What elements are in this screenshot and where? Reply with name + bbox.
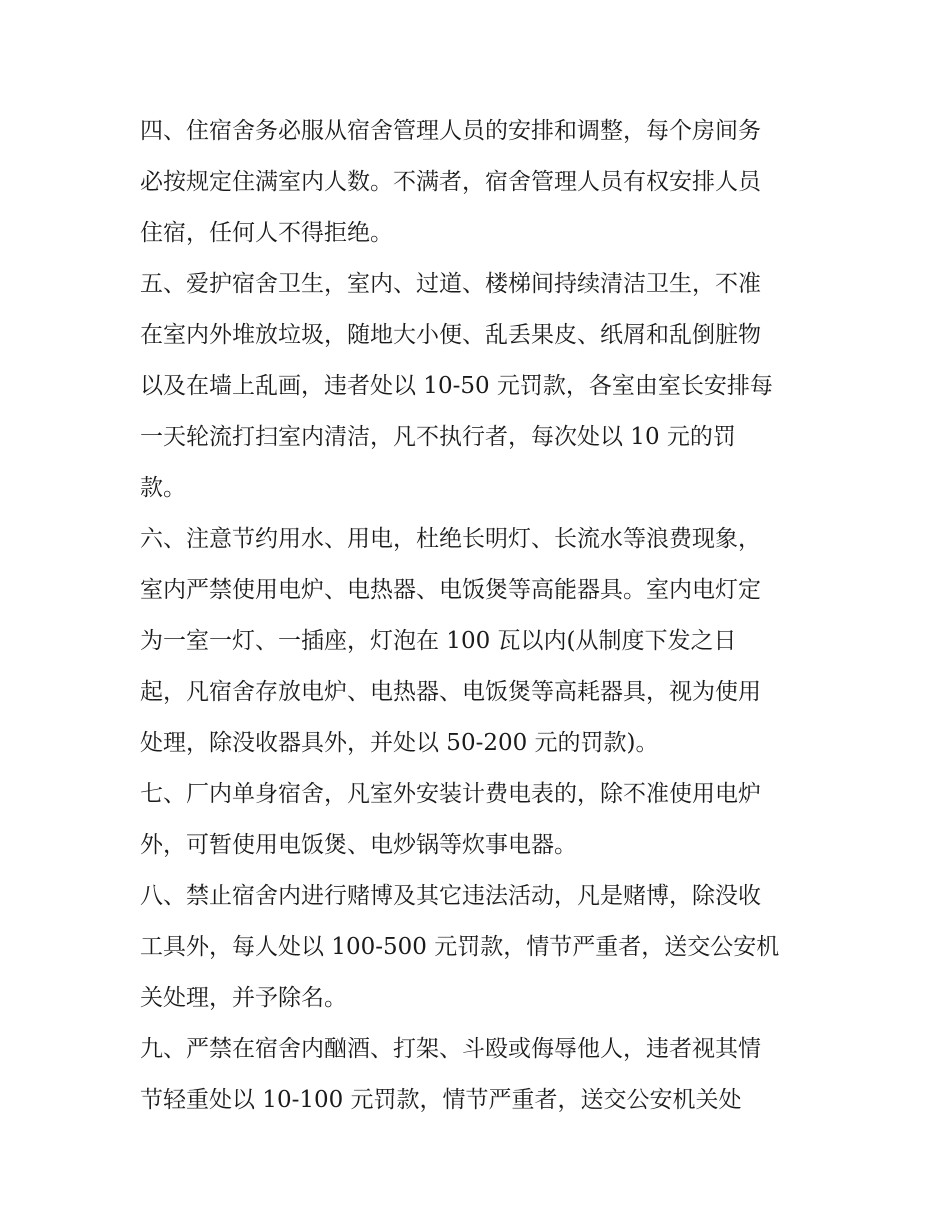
- text-line: 在室内外堆放垃圾，随地大小便、乱丢果皮、纸屑和乱倒脏物: [140, 322, 761, 348]
- text-line: 八、禁止宿舍内进行赌博及其它违法活动，凡是赌博，除没收: [140, 883, 761, 909]
- text-line: 以及在墙上乱画，违者处以 10-50 元罚款，各室由室长安排每: [140, 373, 773, 399]
- text-line: 起，凡宿舍存放电炉、电热器、电饭煲等高耗器具，视为使用: [140, 679, 761, 705]
- text-line: 九、严禁在宿舍内酗酒、打架、斗殴或侮辱他人，违者视其情: [140, 1036, 761, 1062]
- text-line: 七、厂内单身宿舍，凡室外安装计费电表的，除不准使用电炉: [140, 781, 761, 807]
- text-line: 为一室一灯、一插座，灯泡在 100 瓦以内(从制度下发之日: [140, 628, 737, 654]
- text-line: 关处理，并予除名。: [140, 985, 347, 1011]
- text-line: 室内严禁使用电炉、电热器、电饭煲等高能器具。室内电灯定: [140, 577, 761, 603]
- text-line: 五、爱护宿舍卫生，室内、过道、楼梯间持续清洁卫生，不准: [140, 271, 761, 297]
- text-line: 四、住宿舍务必服从宿舍管理人员的安排和调整，每个房间务: [140, 118, 761, 144]
- text-line: 外，可暂使用电饭煲、电炒锅等炊事电器。: [140, 832, 577, 858]
- document-body: [140, 106, 830, 1126]
- text-line: 款。: [140, 475, 186, 501]
- text-line: 六、注意节约用水、用电，杜绝长明灯、长流水等浪费现象，: [140, 526, 761, 552]
- text-line: 工具外，每人处以 100-500 元罚款，情节严重者，送交公安机: [140, 934, 780, 960]
- text-line: 住宿，任何人不得拒绝。: [140, 220, 393, 246]
- text-line: 必按规定住满室内人数。不满者，宿舍管理人员有权安排人员: [140, 169, 761, 195]
- text-line: 节轻重处以 10-100 元罚款，情节严重者，送交公安机关处: [140, 1087, 742, 1113]
- text-line: 一天轮流打扫室内清洁，凡不执行者，每次处以 10 元的罚: [140, 424, 736, 450]
- text-line: 处理，除没收器具外，并处以 50-200 元的罚款)。: [140, 730, 659, 756]
